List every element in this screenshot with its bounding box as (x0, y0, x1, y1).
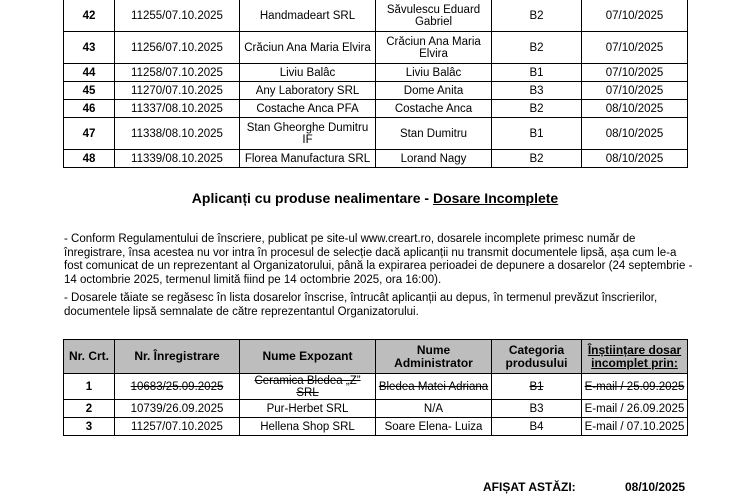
registration-number: 11338/08.10.2025 (115, 118, 240, 150)
header-administrator: Nume Administrator (376, 340, 492, 374)
table-header-row (64, 340, 688, 374)
administrator-name: Stan Dumitru (376, 118, 492, 150)
row-number: 3 (64, 418, 115, 436)
table-row (64, 150, 688, 168)
table-row (64, 400, 688, 418)
row-number: 44 (64, 64, 115, 82)
date: 08/10/2025 (582, 150, 688, 168)
registration-number: 11337/08.10.2025 (115, 100, 240, 118)
notification: E-mail / 25.09.2025 (582, 374, 688, 400)
product-category: B1 (492, 64, 582, 82)
section-title (0, 190, 750, 206)
posted-today-date: 08/10/2025 (625, 480, 686, 494)
note-struck-files: - Dosarele tăiate se regăsesc în lista dosarelor înscrise, întrucât aplicanții au depus, în termenul prevăzut înscrierilor, documentele lipsă semnalate de către reprezentantul Organizatorului. (64, 292, 658, 318)
administrator-name: Costache Anca (376, 100, 492, 118)
header-nr: Nr. Crt. (64, 340, 115, 374)
product-category: B3 (492, 82, 582, 100)
administrator-name: Săvulescu Eduard Gabriel (376, 0, 492, 32)
registration-number: 11258/07.10.2025 (115, 64, 240, 82)
product-category: B3 (492, 400, 582, 418)
registration-number: 10683/25.09.2025 (115, 374, 240, 400)
exhibitor-name: Stan Gheorghe Dumitru IF (240, 118, 376, 150)
table-row (64, 118, 688, 150)
row-number: 2 (64, 400, 115, 418)
posted-today-label: AFIȘAT ASTĂZI: (483, 480, 576, 494)
product-category: B1 (492, 118, 582, 150)
date: 07/10/2025 (582, 0, 688, 32)
date: 07/10/2025 (582, 82, 688, 100)
exhibitor-name: Crăciun Ana Maria Elvira (240, 32, 376, 64)
product-category: B2 (492, 32, 582, 64)
registration-number: 11270/07.10.2025 (115, 82, 240, 100)
row-number: 43 (64, 32, 115, 64)
row-number: 42 (64, 0, 115, 32)
exhibitor-name: Liviu Balâc (240, 64, 376, 82)
product-category: B2 (492, 150, 582, 168)
product-category: B4 (492, 418, 582, 436)
administrator-name: Lorand Nagy (376, 150, 492, 168)
table-row (64, 32, 688, 64)
table-row (64, 82, 688, 100)
incomplete-files-table (63, 339, 688, 436)
exhibitor-name: Florea Manufactura SRL (240, 150, 376, 168)
exhibitor-name: Pur-Herbet SRL (240, 400, 376, 418)
header-registration: Nr. Înregistrare (115, 340, 240, 374)
table-row (64, 418, 688, 436)
administrator-name: Dome Anita (376, 82, 492, 100)
administrator-name: Liviu Balâc (376, 64, 492, 82)
registration-number: 11257/07.10.2025 (115, 418, 240, 436)
date: 07/10/2025 (582, 32, 688, 64)
exhibitor-name: Ceramica Bledea „Z” SRL (240, 374, 376, 400)
product-category: B2 (492, 100, 582, 118)
note-incomplete-files: - Conform Regulamentului de înscriere, publicat pe site-ul www.creart.ro, dosarele incomplete primesc număr de înregistrare, însa acestea nu vor intra în procesul de selecție dacă aplicanții nu transmit documentele lipsă, așa cum le-a fost comunicat de un reprezentant al Organizatorului, până la expirarea perioadei de depunere a dosarelor (24 septembrie - 14 octombrie 2025, termenul limită fiind pe 14 octombrie 2025, ora 16:00). (64, 233, 693, 286)
section-title-underlined: Dosare Incomplete (432, 190, 559, 206)
date: 07/10/2025 (582, 64, 688, 82)
header-category: Categoria produsului (492, 340, 582, 374)
administrator-name: N/A (376, 400, 492, 418)
registration-number: 11339/08.10.2025 (115, 150, 240, 168)
row-number: 45 (64, 82, 115, 100)
section-title-prefix: Aplicanți cu produse nealimentare - (191, 190, 433, 206)
administrator-name: Crăciun Ana Maria Elvira (376, 32, 492, 64)
row-number: 47 (64, 118, 115, 150)
exhibitor-name: Costache Anca PFA (240, 100, 376, 118)
registration-number: 10739/26.09.2025 (115, 400, 240, 418)
row-number: 1 (64, 374, 115, 400)
registered-applicants-table (63, 0, 688, 168)
row-number: 48 (64, 150, 115, 168)
product-category: B2 (492, 0, 582, 32)
row-number: 46 (64, 100, 115, 118)
exhibitor-name: Handmadeart SRL (240, 0, 376, 32)
table-row (64, 100, 688, 118)
administrator-name: Soare Elena- Luiza (376, 418, 492, 436)
date: 08/10/2025 (582, 100, 688, 118)
exhibitor-name: Any Laboratory SRL (240, 82, 376, 100)
table-row (64, 374, 688, 400)
notification: E-mail / 26.09.2025 (582, 400, 688, 418)
registration-number: 11256/07.10.2025 (115, 32, 240, 64)
exhibitor-name: Hellena Shop SRL (240, 418, 376, 436)
header-exhibitor: Nume Expozant (240, 340, 376, 374)
notification: E-mail / 07.10.2025 (582, 418, 688, 436)
administrator-name: Bledea Matei Adriana (376, 374, 492, 400)
date: 08/10/2025 (582, 118, 688, 150)
product-category: B1 (492, 374, 582, 400)
header-notification: Înștiințare dosar incomplet prin: (582, 340, 688, 374)
table-row (64, 64, 688, 82)
table-row (64, 0, 688, 32)
registration-number: 11255/07.10.2025 (115, 0, 240, 32)
